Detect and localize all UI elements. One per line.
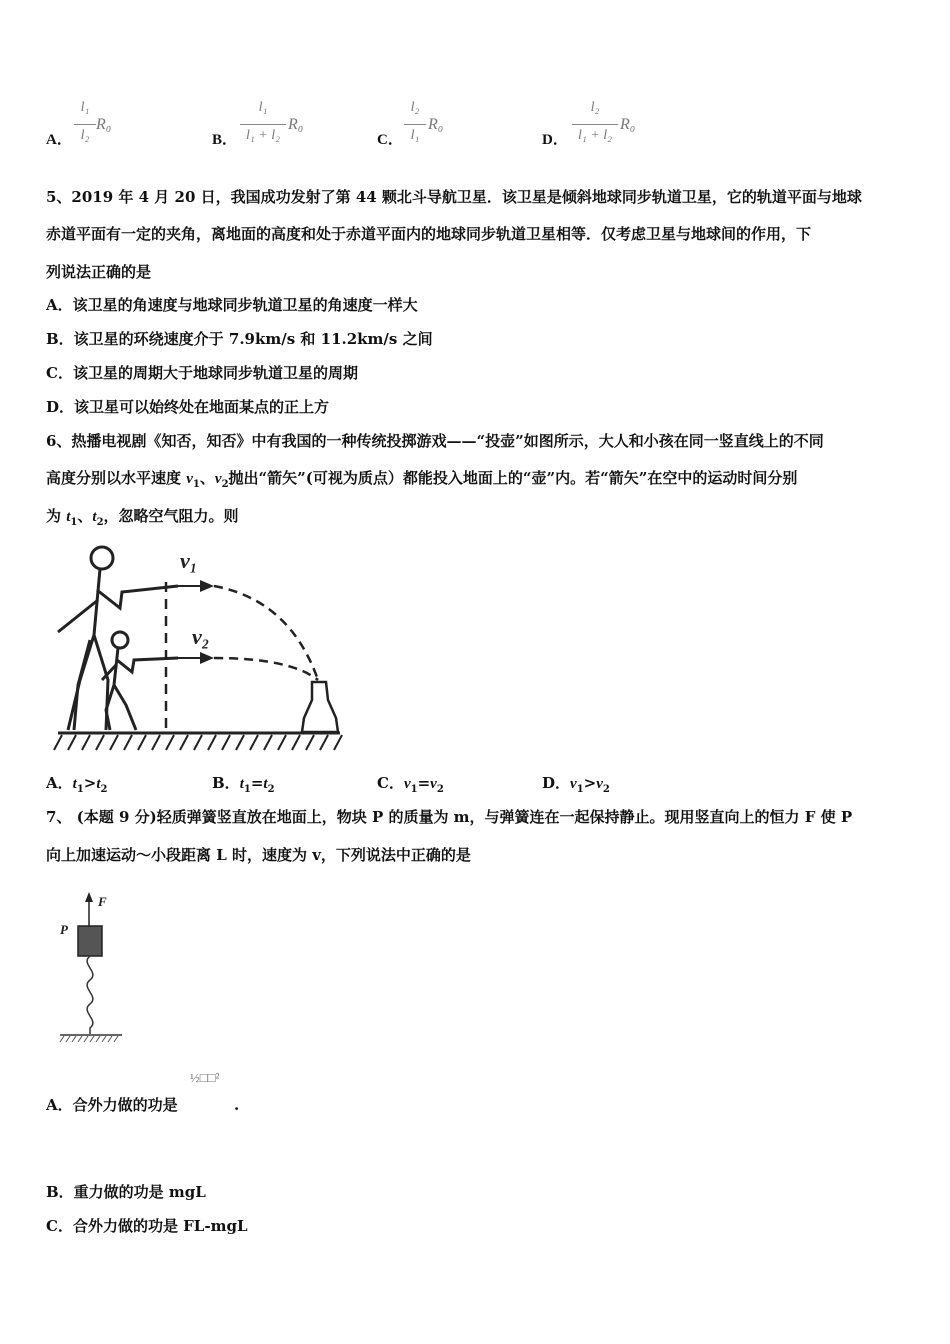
pot-icon (302, 682, 338, 732)
q5-option-a: A．该卫星的角速度与地球同步轨道卫星的角速度一样大 (46, 296, 418, 314)
denominator: l₂ (80, 128, 90, 143)
numerator: l₁ (80, 100, 90, 115)
q6-figure-tou-hu (50, 540, 350, 755)
q5-option-b: B．该卫星的环绕速度介于 7.9km/s 和 11.2km/s 之间 (46, 330, 433, 348)
child-figure (102, 632, 178, 730)
q4-option-b-fraction (240, 100, 286, 152)
q6-option-b: B．$t_1=t_2$ (212, 774, 275, 795)
q7-option-b: B．重力做的功是 mgL (46, 1183, 206, 1201)
block-p (78, 926, 102, 956)
q6-option-d: D．$v_1>v_2$ (542, 774, 610, 795)
q7-option-a-formula: ½□□² (190, 1070, 220, 1085)
q5-stem-line-2: 赤道平面有一定的夹角，离地面的高度和处于赤道平面内的地球同步轨道卫星相等．仅考虑卫星与地球间的作用，下 (46, 225, 812, 243)
spring-ground-hatch (60, 1036, 118, 1042)
q6-sep: 、 (199, 469, 215, 487)
q4-option-b-letter: B． (212, 132, 238, 148)
q6-stem-line-1: 6、热播电视剧《知否，知否》中有我国的一种传统投掷游戏——“投壶”如图所示，大人和小孩在同一竖直线上的不同 (46, 432, 824, 450)
q7-option-c: C．合外力做的功是 FL-mgL (46, 1217, 248, 1235)
q7-stem-line-1: 7、 (本题 9 分)轻质弹簧竖直放在地面上，物块 P 的质量为 m，与弹簧连在一起保持静止。现用竖直向上的恒力 F 使 P (46, 808, 853, 826)
denominator: l₁ (410, 128, 420, 143)
q4-option-b-r0: R₀ (288, 116, 304, 133)
q4-option-a-letter: A． (46, 132, 72, 148)
q6-t1: t (66, 509, 71, 525)
force-arrow-head (85, 892, 93, 902)
q6-line2-start: 高度分别以水平速度 (46, 469, 187, 487)
denominator: l₁ + l₂ (578, 128, 612, 143)
label-f: F (98, 894, 107, 909)
v2-arrow-head (200, 652, 214, 664)
q6-t2-sub: 2 (96, 517, 104, 528)
q6-line2-end: 抛出“箭矢”(可视为质点）都能投入地面上的“壶”内。若“箭矢”在空中的运动时间分别 (228, 469, 798, 487)
q6-v1: v (186, 471, 193, 487)
q6-line3-start: 为 (46, 507, 67, 525)
q6-option-a: A．$t_1>t_2$ (46, 774, 108, 795)
q4-option-c-letter: C． (377, 132, 403, 148)
q7-stem-line-2: 向上加速运动～小段距离 L 时，速度为 v，下列说法中正确的是 (46, 846, 471, 864)
trajectory-2 (214, 658, 318, 680)
q5-option-d: D．该卫星可以始终处在地面某点的正上方 (46, 398, 330, 416)
q6-t1-sub: 1 (70, 517, 78, 528)
denominator: l₁ + l₂ (246, 128, 280, 143)
q4-option-c-r0: R₀ (428, 116, 444, 133)
numerator: l₂ (410, 100, 420, 115)
q7-option-a: A．合外力做的功是 (46, 1096, 178, 1114)
q6-v2: v (214, 471, 222, 487)
q7-figure-spring-block (52, 888, 132, 1048)
q6-stem-line-3 (46, 506, 239, 533)
q5-option-c: C．该卫星的周期大于地球同步轨道卫星的周期 (46, 364, 358, 382)
q4-option-d-fraction (572, 100, 618, 152)
q6-line3-end: ，忽略空气阻力。则 (103, 507, 239, 525)
q4-option-d-r0: R₀ (620, 116, 636, 133)
q4-option-d-letter: D． (542, 132, 568, 148)
numerator: l₁ (258, 100, 268, 115)
q4-option-a-fraction (74, 100, 96, 152)
q6-t2: t (92, 509, 97, 525)
q5-stem-line-3: 列说法正确的是 (46, 263, 152, 281)
q4-option-c-fraction (404, 100, 426, 152)
label-p: P (60, 922, 68, 937)
adult-figure (58, 547, 178, 730)
q6-v1-sub: 1 (192, 479, 200, 490)
ground-hatch (54, 735, 342, 750)
q6-stem-line-2 (46, 468, 797, 495)
q6-option-c: C．$v_1=v_2$ (377, 774, 444, 795)
q5-stem-line-1: 5、2019 年 4 月 20 日，我国成功发射了第 44 颗北斗导航卫星．该卫星是倾斜地球同步轨道卫星，它的轨道平面与地球 (46, 188, 862, 206)
q4-option-a-r0: R₀ (96, 116, 112, 133)
trajectory-1 (214, 586, 318, 680)
q6-v2-sub: 2 (221, 479, 229, 490)
label-v2: v₂ (192, 624, 210, 649)
numerator: l₂ (590, 100, 600, 115)
q7-option-a-period: . (234, 1096, 240, 1114)
v1-arrow-head (200, 580, 214, 592)
spring-coil (87, 956, 93, 1034)
label-v1: v₁ (180, 548, 198, 573)
q6-sep2: 、 (77, 507, 93, 525)
